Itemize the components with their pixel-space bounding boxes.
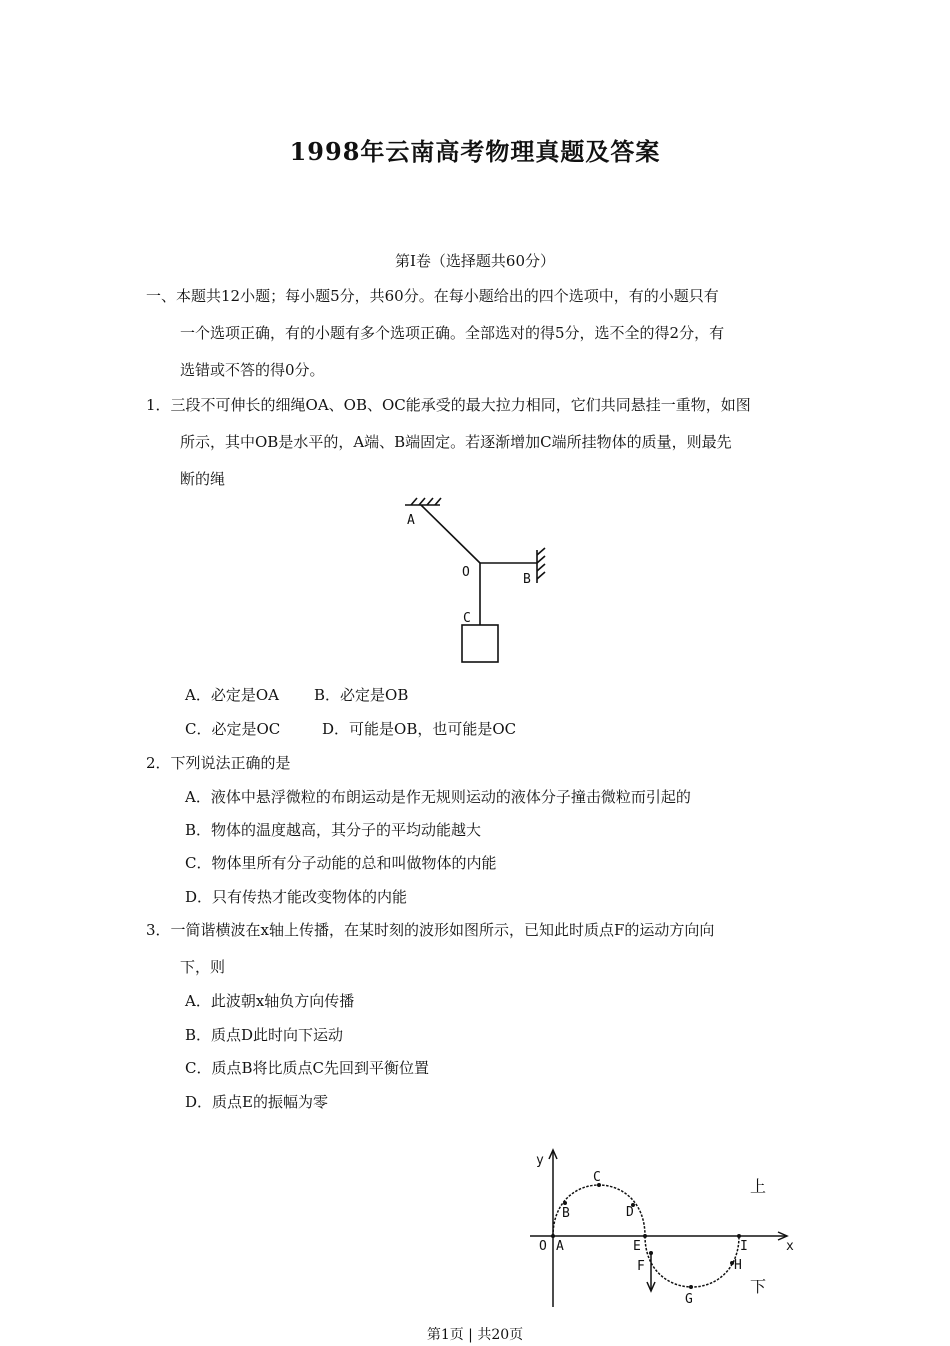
q3-stem-line-1: 3．一简谐横波在x轴上传播，在某时刻的波形如图所示，已知此时质点F的运动方向向 [146, 921, 715, 939]
label-origin: O [539, 1239, 547, 1254]
rope-oa [421, 505, 480, 563]
q2-stem: 2．下列说法正确的是 [146, 754, 291, 772]
label-point-c: C [593, 1170, 601, 1185]
label-down: 下 [750, 1277, 767, 1296]
label-point-e: E [633, 1239, 641, 1254]
q1-option-c: C．必定是OC [185, 720, 281, 738]
q3-wave-figure [525, 1145, 800, 1315]
q3-option-b: B．质点D此时向下运动 [185, 1026, 344, 1044]
q3-option-d: D．质点E的振幅为零 [185, 1093, 328, 1111]
q2-option-d: D．只有传热才能改变物体的内能 [185, 888, 408, 906]
label-b: B [523, 572, 531, 587]
q1-stem-line-3: 断的绳 [180, 470, 226, 488]
instructions-line-1: 一、本题共12小题；每小题5分，共60分。在每小题给出的四个选项中，有的小题只有 [146, 287, 719, 305]
page-title: 1998年云南高考物理真题及答案 [289, 137, 661, 166]
label-x: x [786, 1239, 794, 1254]
label-point-b: B [562, 1206, 570, 1221]
q1-stem-line-2: 所示，其中OB是水平的，A端、B端固定。若逐渐增加C端所挂物体的质量，则最先 [180, 433, 732, 451]
instructions-line-2: 一个选项正确，有的小题有多个选项正确。全部选对的得5分，选不全的得2分，有 [180, 324, 725, 342]
instructions-line-3: 选错或不答的得0分。 [180, 361, 325, 379]
page-footer: 第1页 | 共20页 [426, 1327, 524, 1343]
label-point-d: D [626, 1205, 634, 1220]
label-a: A [407, 513, 415, 528]
q1-option-a: A．必定是OA [185, 686, 279, 704]
q3-stem-line-2: 下，则 [180, 958, 226, 976]
q2-option-b: B．物体的温度越高，其分子的平均动能越大 [185, 821, 482, 839]
label-o: O [462, 565, 470, 580]
hanging-weight [462, 625, 498, 662]
label-c: C [463, 611, 471, 626]
q2-option-c: C．物体里所有分子动能的总和叫做物体的内能 [185, 854, 497, 872]
label-point-i: I [740, 1239, 748, 1254]
label-point-g: G [685, 1292, 693, 1307]
label-up: 上 [750, 1177, 767, 1196]
q3-option-a: A．此波朝x轴负方向传播 [185, 992, 355, 1010]
q1-option-b: B．必定是OB [314, 686, 409, 704]
q1-figure [395, 495, 565, 670]
q1-stem-line-1: 1．三段不可伸长的细绳OA、OB、OC能承受的最大拉力相同，它们共同悬挂一重物，如图 [146, 396, 751, 414]
q3-option-c: C．质点B将比质点C先回到平衡位置 [185, 1059, 429, 1077]
q1-option-d: D．可能是OB，也可能是OC [322, 720, 517, 738]
label-point-f: F [637, 1259, 645, 1274]
section-heading: 第Ⅰ卷（选择题共60分） [394, 252, 555, 270]
label-y: y [536, 1153, 544, 1168]
label-point-a: A [556, 1239, 564, 1254]
label-point-h: H [734, 1258, 742, 1273]
wave-trough [645, 1236, 739, 1287]
q2-option-a: A．液体中悬浮微粒的布朗运动是作无规则运动的液体分子撞击微粒而引起的 [185, 788, 691, 806]
